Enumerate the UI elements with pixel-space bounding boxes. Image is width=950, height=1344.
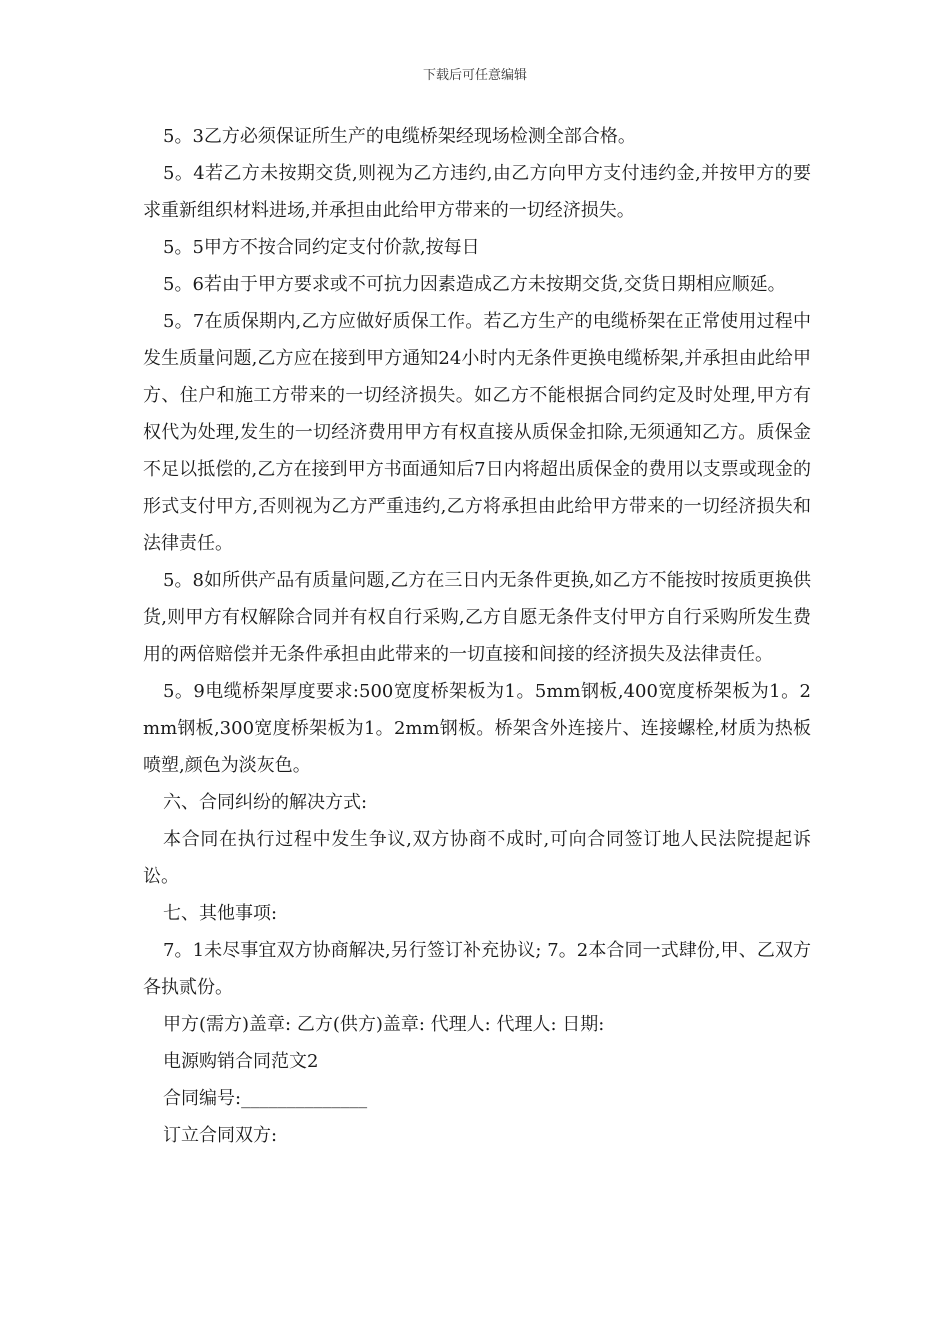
signature-line: 甲方(需方)盖章: 乙方(供方)盖章: 代理人: 代理人: 日期: xyxy=(163,1014,605,1035)
clause-5-4: 5。4若乙方未按期交货,则视为乙方违约,由乙方向甲方支付违约金,并按甲方的要求重新组织材料进场,并承担由此给甲方带来的一切经济损失。 xyxy=(143,163,811,221)
section-6-body: 本合同在执行过程中发生争议,双方协商不成时,可向合同签订地人民法院提起诉讼。 xyxy=(143,829,811,887)
clause-5-8: 5。8如所供产品有质量问题,乙方在三日内无条件更换,如乙方不能按时按质更换供货,则甲方有权解除合同并有权自行采购,乙方自愿无条件支付甲方自行采购所发生费用的两倍赔偿并无条件承担由此带来的一切直接和间接的经济损失及法律责任。 xyxy=(143,570,811,665)
clause-5-5: 5。5甲方不按合同约定支付价款,按每日 xyxy=(163,237,480,258)
clause-5-3: 5。3乙方必须保证所生产的电缆桥架经现场检测全部合格。 xyxy=(163,126,636,147)
second-contract-title: 电源购销合同范文2 xyxy=(163,1051,319,1072)
clause-5-9: 5。9电缆桥架厚度要求:500宽度桥架板为1。5mm钢板,400宽度桥架板为1。2mm钢板,300宽度桥架板为1。2mm钢板。桥架含外连接片、连接螺栓,材质为热板喷塑,颜色为淡灰色。 xyxy=(143,681,811,776)
section-7-heading: 七、其他事项: xyxy=(163,903,278,924)
page-header: 下载后可任意编辑 xyxy=(422,68,527,83)
clause-5-6: 5。6若由于甲方要求或不可抗力因素造成乙方未按期交货,交货日期相应顺延。 xyxy=(163,274,786,295)
contract-number-line: 合同编号:______________ xyxy=(163,1088,368,1109)
clause-5-7: 5。7在质保期内,乙方应做好质保工作。若乙方生产的电缆桥架在正常使用过程中发生质量问题,乙方应在接到甲方通知24小时内无条件更换电缆桥架,并承担由此给甲方、住户和施工方带来的一切经济损失。如乙方不能根据合同约定及时处理,甲方有权代为处理,发生的一切经济费用甲方有权直接从质保金扣除,无须通知乙方。质保金不足以抵偿的,乙方在接到甲方书面通知后7日内将超出质保金的费用以支票或现金的形式支付甲方,否则视为乙方严重违约,乙方将承担由此给甲方带来的一切经济损失和法律责任。 xyxy=(143,311,811,554)
contract-parties-line: 订立合同双方: xyxy=(163,1125,278,1146)
section-6-heading: 六、合同纠纷的解决方式: xyxy=(163,792,368,813)
document-body xyxy=(143,118,811,1154)
clause-7-1: 7。1未尽事宜双方协商解决,另行签订补充协议; 7。2本合同一式肆份,甲、乙双方各执贰份。 xyxy=(143,940,811,998)
